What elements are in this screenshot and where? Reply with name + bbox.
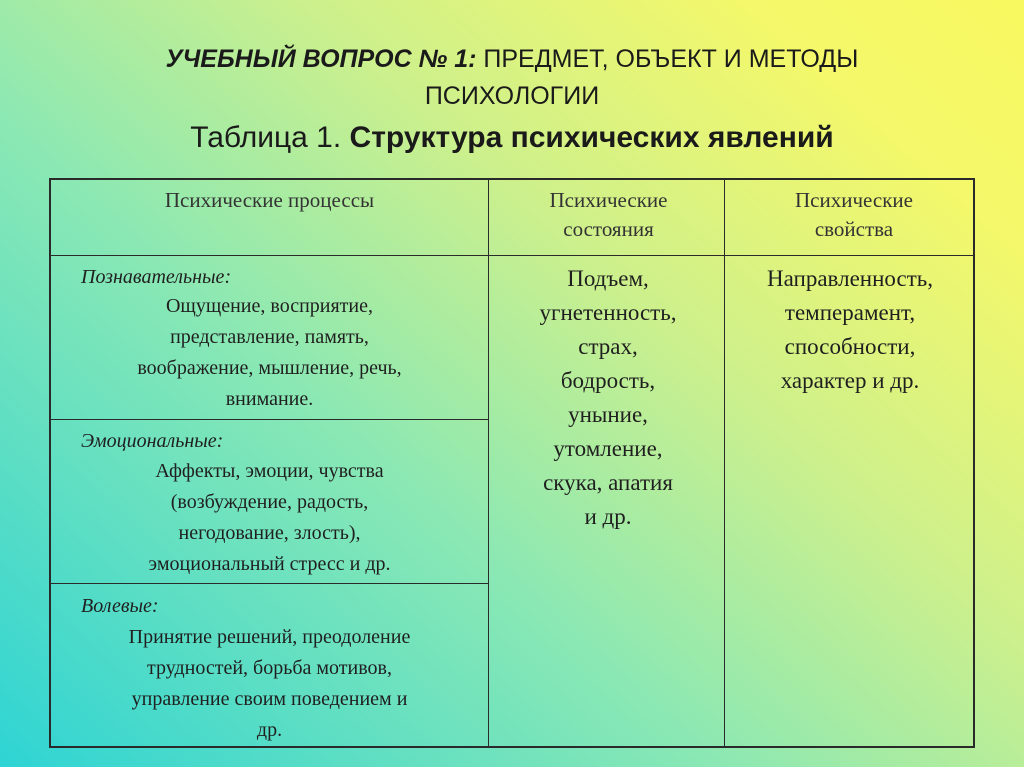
state-item: уныние, (568, 402, 648, 427)
header-properties: Психические свойства (795, 188, 913, 241)
process-cognitive-label: Познавательные: (81, 266, 232, 288)
column-divider-1 (488, 180, 489, 746)
header-processes: Психические процессы (164, 188, 375, 212)
process-volitional-label: Волевые: (81, 595, 159, 617)
process-emotional-text (51, 456, 488, 580)
state-item: бодрость, (560, 368, 656, 393)
header-divider (51, 255, 973, 256)
property-item: способности, (784, 334, 916, 359)
question-number: УЧЕБНЫЙ ВОПРОС № 1: (165, 45, 477, 73)
state-item: угнетенность, (539, 300, 677, 325)
text-line: внимание. (225, 388, 314, 410)
state-item: страх, (578, 334, 638, 359)
text-line: негодование, злость), (178, 522, 361, 544)
process-cognitive-text (51, 291, 488, 415)
process-emotional-label: Эмоциональные: (81, 430, 224, 452)
text-line: управление своим поведением и (131, 688, 408, 710)
process-volitional-text (51, 622, 488, 746)
text-line: эмоциональный стресс и др. (148, 553, 391, 575)
state-item: и др. (584, 504, 632, 529)
text-line: трудностей, борьба мотивов, (147, 657, 392, 679)
property-item: темперамент, (784, 300, 916, 325)
text-line: представление, память, (170, 326, 369, 348)
property-item: характер и др. (780, 368, 920, 393)
state-item: Подъем, (567, 266, 649, 291)
text-line: Аффекты, эмоции, чувства (155, 460, 384, 482)
property-item: Направленность, (767, 266, 933, 291)
text-line: др. (256, 719, 283, 741)
state-item: утомление, (553, 436, 663, 461)
state-item: скука, апатия (543, 470, 673, 495)
table-caption-title: Структура психических явлений (349, 121, 834, 154)
states-list (492, 262, 724, 534)
text-line: Принятие решений, преодоление (128, 626, 411, 648)
text-line: Ощущение, восприятие, (165, 295, 373, 317)
question-heading-line1 (0, 47, 1024, 72)
phenomena-table (49, 178, 975, 748)
properties-list (727, 262, 973, 398)
question-topic: ПРЕДМЕТ, ОБЪЕКТ И МЕТОДЫ (476, 45, 859, 73)
text-line: воображение, мышление, речь, (137, 357, 402, 379)
table-caption (0, 123, 1024, 153)
question-heading-line2: ПСИХОЛОГИИ (424, 82, 600, 110)
header-states: Психические состояния (549, 188, 668, 241)
row-divider-1 (51, 419, 489, 420)
table-caption-prefix: Таблица 1. (190, 121, 350, 154)
column-divider-2 (724, 180, 725, 746)
row-divider-2 (51, 583, 489, 584)
text-line: (возбуждение, радость, (170, 491, 369, 513)
